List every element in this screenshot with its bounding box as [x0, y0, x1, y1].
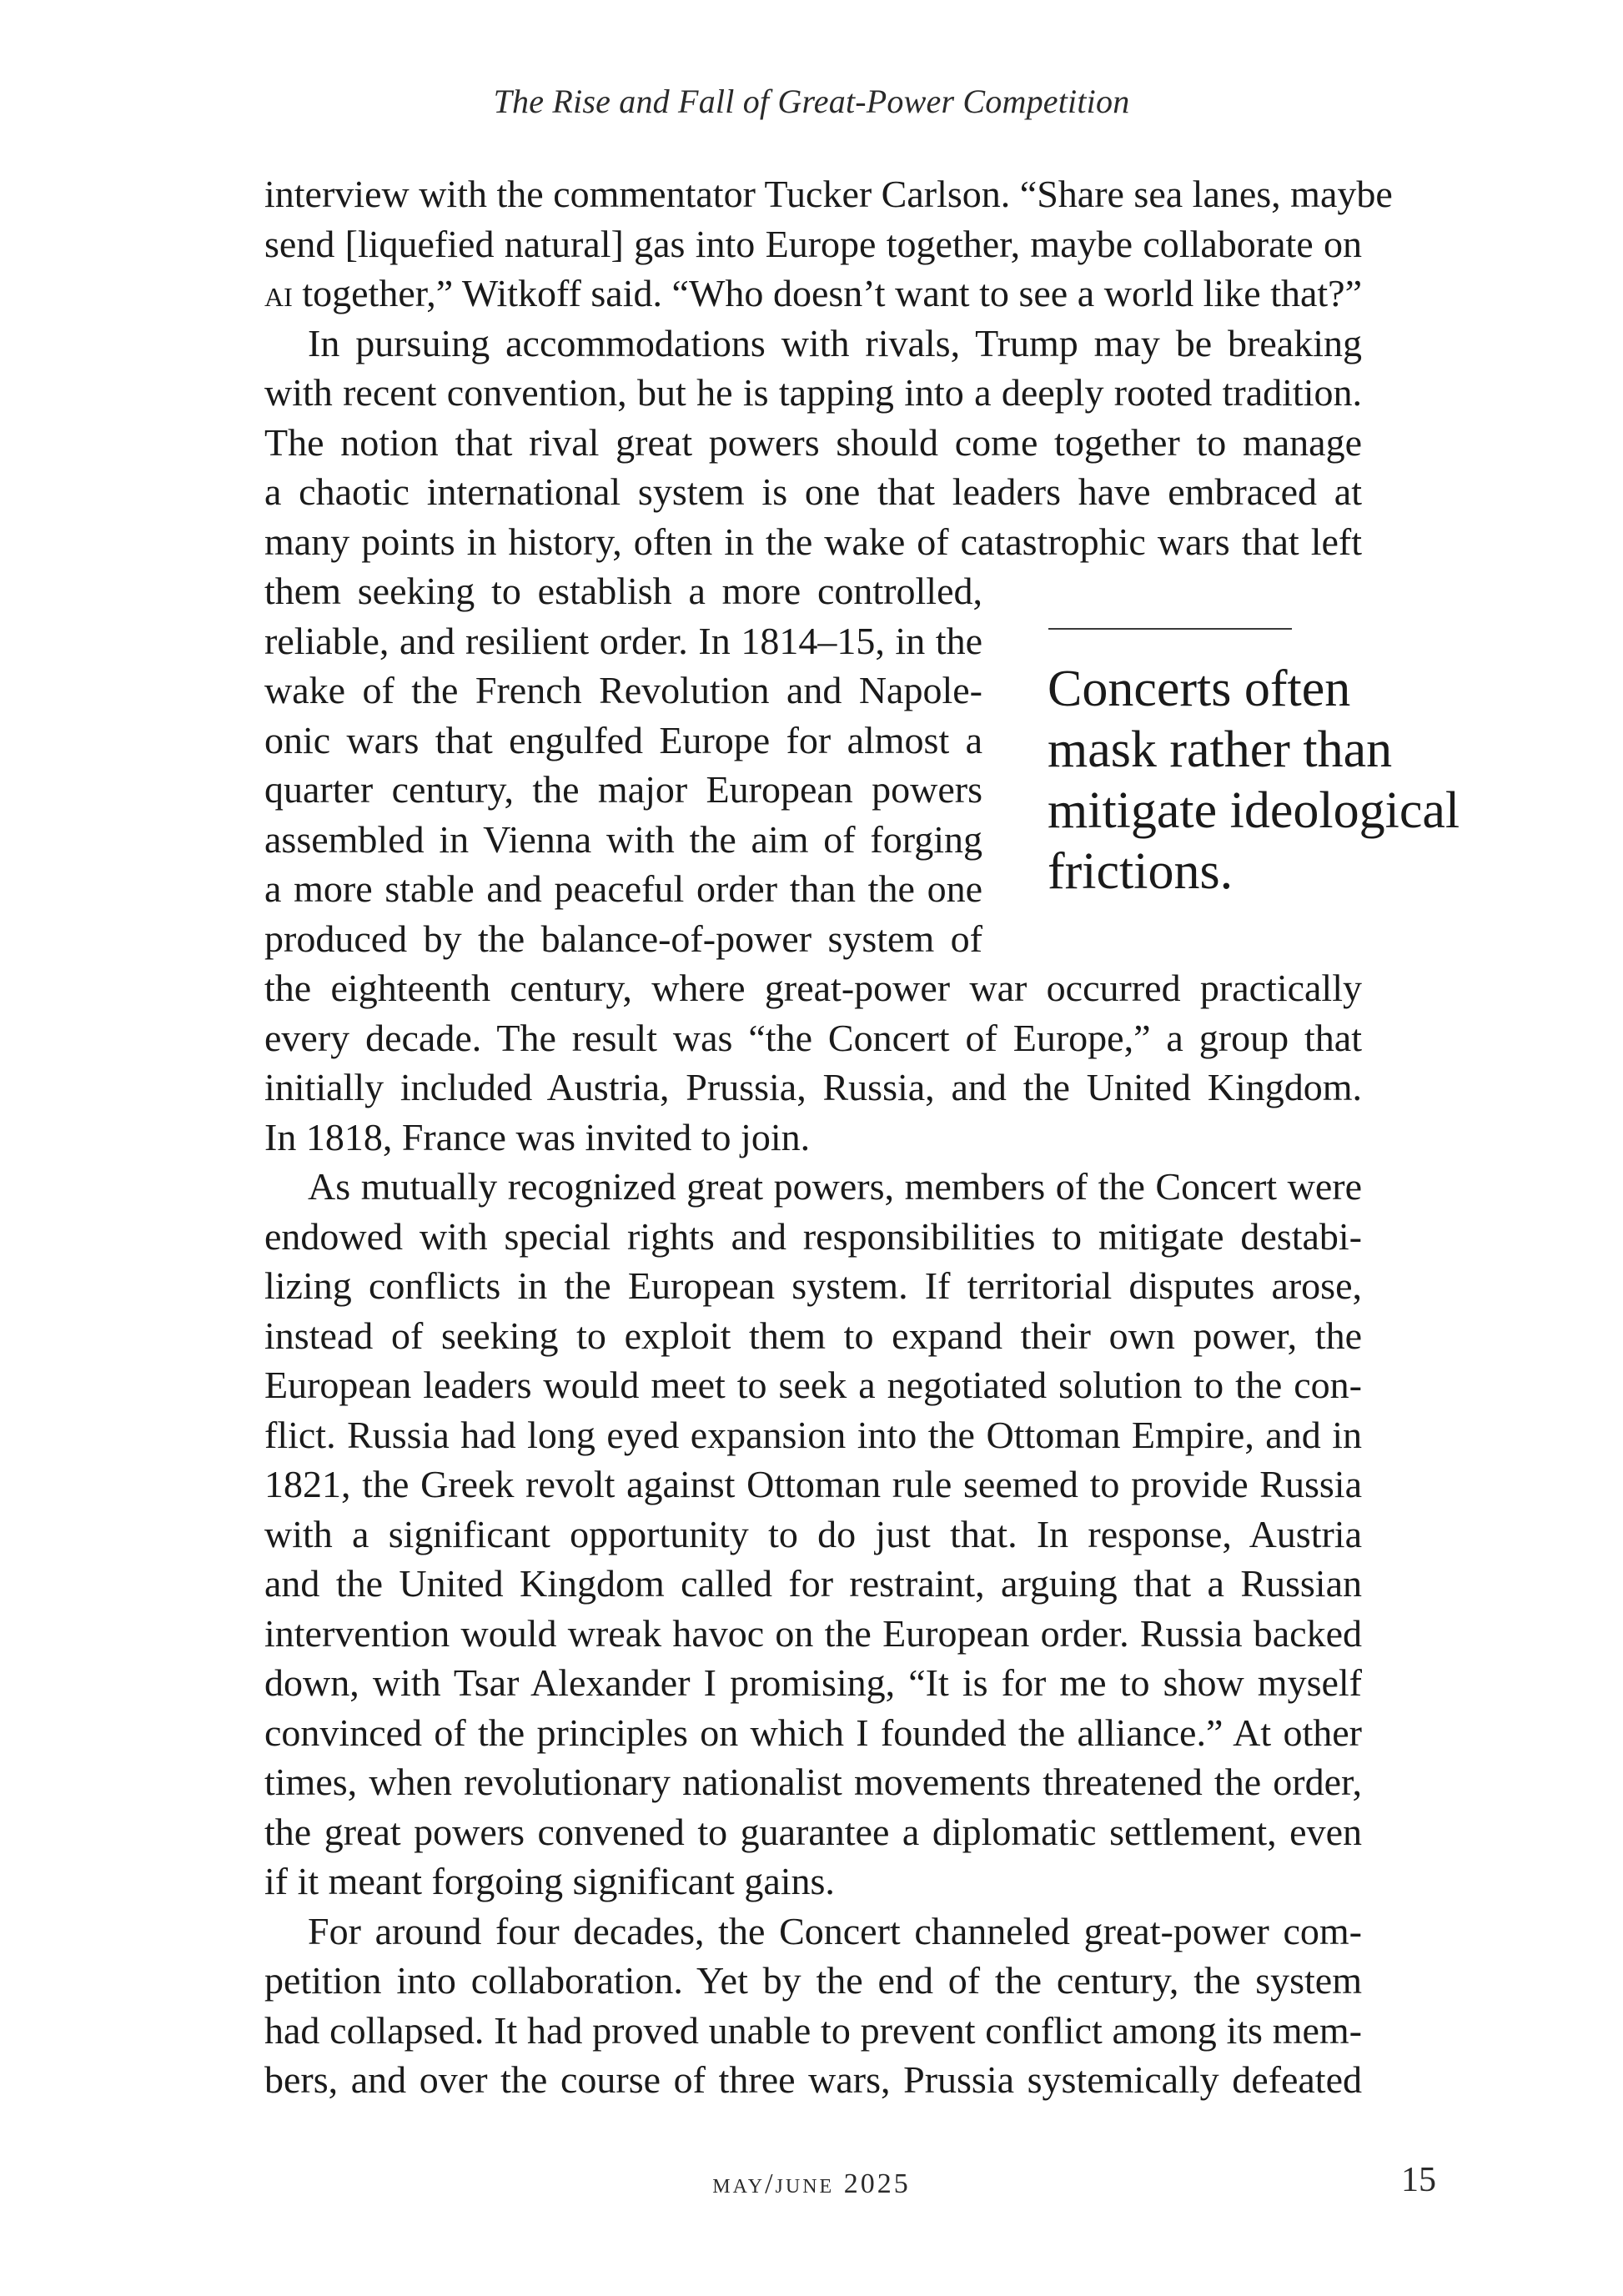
body-line: had collapsed. It had proved unable to prevent conflict among its mem- — [264, 2008, 1362, 2052]
paragraph-start-line: In pursuing accommodations with rivals, Trump may be breaking — [308, 321, 1362, 364]
paragraph-end-line: if it meant forgoing significant gains. — [264, 1860, 835, 1902]
body-line: instead of seeking to exploit them to expand their own power, the — [264, 1314, 1362, 1357]
body-line: reliable, and resilient order. In 1814–15, in the — [264, 619, 982, 662]
body-line: interview with the commentator Tucker Carlson. “Share sea lanes, maybe — [264, 173, 1393, 215]
pull-quote-line: frictions. — [1048, 843, 1234, 900]
body-line: wake of the French Revolution and Napole- — [264, 669, 982, 711]
body-line: a chaotic international system is one that leaders have embraced at — [264, 470, 1362, 513]
pull-quote-line: mask rather than — [1048, 721, 1393, 778]
body-line: every decade. The result was “the Concert of Europe,” a group that — [264, 1016, 1362, 1059]
body-line: send [liquefied natural] gas into Europe together, maybe collaborate on — [264, 222, 1362, 265]
body-line: flict. Russia had long eyed expansion into the Ottoman Empire, and in — [264, 1413, 1362, 1456]
body-line: endowed with special rights and responsibilities to mitigate destabi- — [264, 1214, 1362, 1258]
body-line: them seeking to establish a more controlled, — [264, 570, 982, 612]
body-line: The notion that rival great powers should come together to manage — [264, 420, 1362, 464]
body-line: with a significant opportunity to do just that. In response, Austria — [264, 1512, 1362, 1555]
running-head: The Rise and Fall of Great-Power Competition — [493, 83, 1130, 120]
body-line: times, when revolutionary nationalist movements threatened the order, — [264, 1761, 1362, 1803]
body-line: onic wars that engulfed Europe for almost a — [264, 718, 982, 761]
body-line: European leaders would meet to seek a negotiated solution to the con- — [264, 1364, 1362, 1406]
body-line-text: together,” Witkoff said. “Who doesn’t want to see a world like that?” — [302, 272, 1363, 314]
paragraph-start-line: As mutually recognized great powers, members of the Concert were — [308, 1165, 1362, 1208]
abbreviation-ai: ai — [264, 272, 293, 314]
body-line: intervention would wreak havoc on the European order. Russia backed — [264, 1611, 1362, 1655]
body-line: and the United Kingdom called for restraint, arguing that a Russian — [264, 1562, 1362, 1605]
body-line: the eighteenth century, where great-power war occurred practically — [264, 967, 1362, 1009]
body-line: bers, and over the course of three wars, Prussia systemically defeated — [264, 2058, 1362, 2101]
article-body — [264, 169, 1393, 2105]
body-line: produced by the balance-of-power system of — [264, 917, 982, 960]
pull-quote — [1048, 659, 1598, 902]
issue-date: may/june 2025 — [712, 2168, 911, 2199]
body-line: initially included Austria, Prussia, Russia, and the United Kingdom. — [264, 1066, 1362, 1108]
body-line: lizing conflicts in the European system. If territorial disputes arose, — [264, 1264, 1362, 1307]
pull-quote-line: Concerts often — [1048, 661, 1351, 717]
body-line: the great powers convened to guarantee a diplomatic settlement, even — [264, 1810, 1362, 1853]
pull-quote-line: mitigate ideological — [1048, 782, 1460, 839]
body-line — [264, 269, 1362, 319]
body-line: down, with Tsar Alexander I promising, “It is for me to show myself — [264, 1661, 1362, 1704]
page-number: 15 — [1401, 2161, 1436, 2199]
body-line: petition into collaboration. Yet by the end of the century, the system — [264, 1959, 1362, 2002]
body-line: many points in history, often in the wake of catastrophic wars that left — [264, 520, 1362, 563]
pull-quote-rule — [1048, 628, 1292, 630]
body-line: convinced of the principles on which I founded the alliance.” At other — [264, 1711, 1362, 1754]
body-line: 1821, the Greek revolt against Ottoman rule seemed to provide Russia — [264, 1463, 1362, 1505]
paragraph-start-line: For around four decades, the Concert channeled great-power com- — [308, 1909, 1362, 1952]
body-line: with recent convention, but he is tapping into a deeply rooted tradition. — [264, 371, 1362, 414]
body-line: quarter century, the major European powers — [264, 768, 982, 811]
body-line: assembled in Vienna with the aim of forging — [264, 817, 982, 861]
paragraph-end-line: In 1818, France was invited to join. — [264, 1115, 811, 1158]
body-line: a more stable and peaceful order than the one — [264, 867, 982, 910]
